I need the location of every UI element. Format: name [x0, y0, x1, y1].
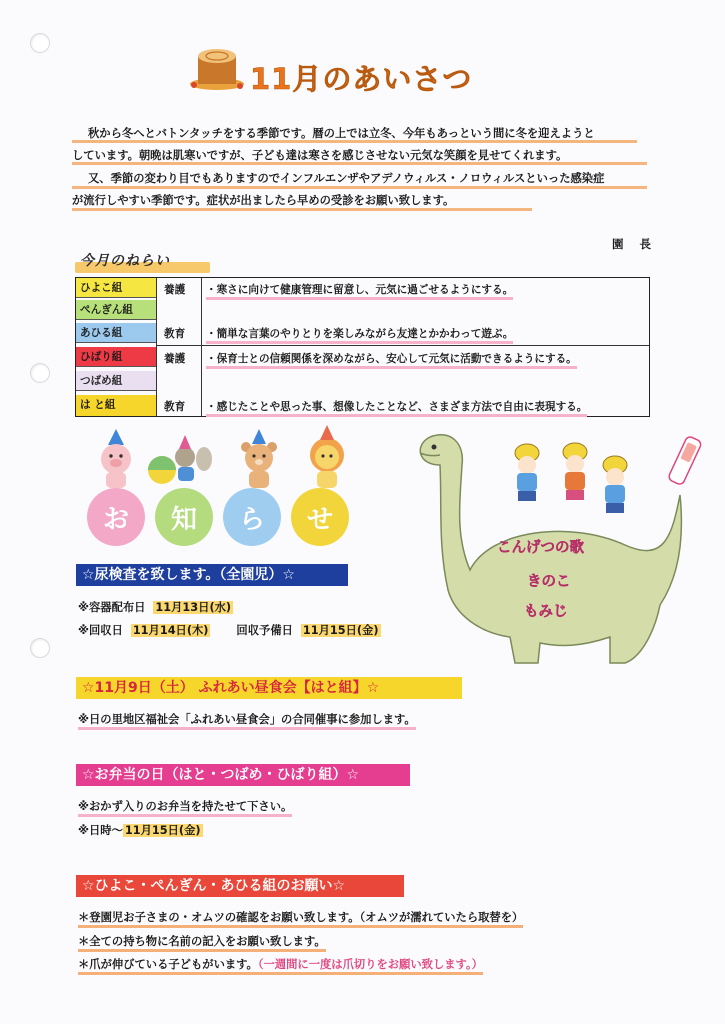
aim-text: ・保育士との信頼関係を深めながら、安心して元気に活動できるようにする。	[206, 351, 577, 369]
intro-line: 又、季節の変わり目でもありますのでインフルエンザやアデノウィルス・ノロウィルスといった感染症	[88, 172, 605, 185]
oshirase-char: 知	[170, 504, 197, 535]
aim-text: ・寒さに向けて健康管理に留意し、元気に過ごせるようにする。	[206, 282, 513, 300]
collect-label: ※回収日	[78, 624, 123, 637]
punch-hole	[30, 363, 50, 383]
class-cell	[76, 347, 156, 367]
song-label: こんげつの歌	[497, 540, 584, 556]
aim-text: ・簡単な言葉のやりとりを楽しみながら友達とかかわって遊ぶ。	[206, 326, 513, 344]
table-divider	[156, 345, 649, 346]
oshirase-bubble	[291, 488, 349, 546]
intro-line: しています。朝晩は肌寒いですが、子ども達は寒さを感じさせない元気な笑顔を見せてくれます。	[72, 149, 568, 162]
class-cell	[76, 371, 156, 391]
oshirase-bubble	[87, 488, 145, 546]
principal-signature: 園 長	[612, 237, 658, 251]
bento-line2	[78, 822, 203, 838]
aim-text: ・感じたことや思った事、想像したことなど、さまざま方法で自由に表現する。	[206, 399, 587, 417]
bento-date-label: ※日時～	[78, 824, 123, 837]
class-name: ひよこ組	[80, 282, 123, 294]
oshirase-char: せ	[306, 504, 333, 535]
class-name: は と組	[80, 399, 116, 411]
class-cell	[76, 278, 156, 298]
aim-type: 養護	[164, 284, 186, 296]
intro-line: が流行しやすい季節です。症状が出ましたら早めの受診をお願い致します。	[72, 194, 455, 207]
punch-hole	[30, 33, 50, 53]
spare-label: 回収予備日	[236, 624, 293, 637]
oshirase-char: お	[102, 504, 129, 535]
request-heading: ☆ひよこ・ぺんぎん・あひる組のお願い☆	[76, 875, 404, 897]
container-date: 11月13日(水)	[155, 601, 232, 614]
bento-heading: ☆お弁当の日（はと・つばめ・ひばり組）☆	[76, 764, 410, 786]
urine-container-line	[78, 599, 233, 615]
tree-stump-icon	[188, 46, 246, 92]
class-cell	[76, 395, 156, 416]
aim-type: 教育	[164, 401, 186, 413]
table-divider	[201, 278, 202, 416]
request-line2: ＊全ての持ち物に名前の記入をお願い致します。	[78, 933, 326, 952]
class-name: つばめ組	[80, 375, 123, 387]
collect-date: 11月14日(木)	[132, 624, 209, 637]
spare-date: 11月15日(金)	[302, 624, 379, 637]
urine-collect-line	[78, 622, 381, 638]
table-divider	[156, 278, 157, 416]
page-title: 11月のあいさつ	[250, 62, 473, 96]
urine-test-heading: ☆尿検査を致します。（全園児）☆	[76, 564, 348, 586]
class-name: ひばり組	[80, 351, 123, 363]
oshirase-bubble	[155, 488, 213, 546]
class-name: ぺんぎん組	[80, 304, 133, 316]
request-line3	[78, 956, 483, 975]
aims-heading: 今月のねらい	[80, 253, 170, 269]
aims-table	[75, 277, 650, 417]
bento-date: 11月15日(金)	[124, 824, 201, 837]
request-line1: ＊登園児お子さまの・オムツの確認をお願い致します。（オムツが濡れていたら取替を）	[78, 909, 523, 928]
aim-type: 教育	[164, 328, 186, 340]
oshirase-char: ら	[238, 504, 265, 535]
lunch-text: ※日の里地区福祉会「ふれあい昼食会」の合同催事に参加します。	[78, 711, 416, 730]
punch-hole	[30, 638, 50, 658]
nail-request: （一週間に一度は爪切りをお願い致します。）	[257, 958, 483, 971]
aim-type: 養護	[164, 353, 186, 365]
animal-characters-illustration	[92, 425, 362, 493]
oshirase-bubble	[223, 488, 281, 546]
song-title: もみじ	[524, 604, 568, 620]
container-label: ※容器配布日	[78, 601, 146, 614]
class-cell	[76, 323, 156, 343]
bento-line1: ※おかず入りのお弁当を持たせて下さい。	[78, 798, 292, 817]
class-name: あひる組	[80, 327, 123, 339]
song-title: きのこ	[527, 574, 571, 590]
intro-line: 秋から冬へとバトンタッチをする季節です。暦の上では立冬、今年もあっという間に冬を迎えようと	[88, 127, 595, 140]
class-cell	[76, 300, 156, 320]
nail-note: ＊爪が伸びている子どもがいます。	[78, 958, 258, 971]
lunch-heading: ☆11月9日（土） ふれあい昼食会【はと組】☆	[76, 677, 462, 699]
